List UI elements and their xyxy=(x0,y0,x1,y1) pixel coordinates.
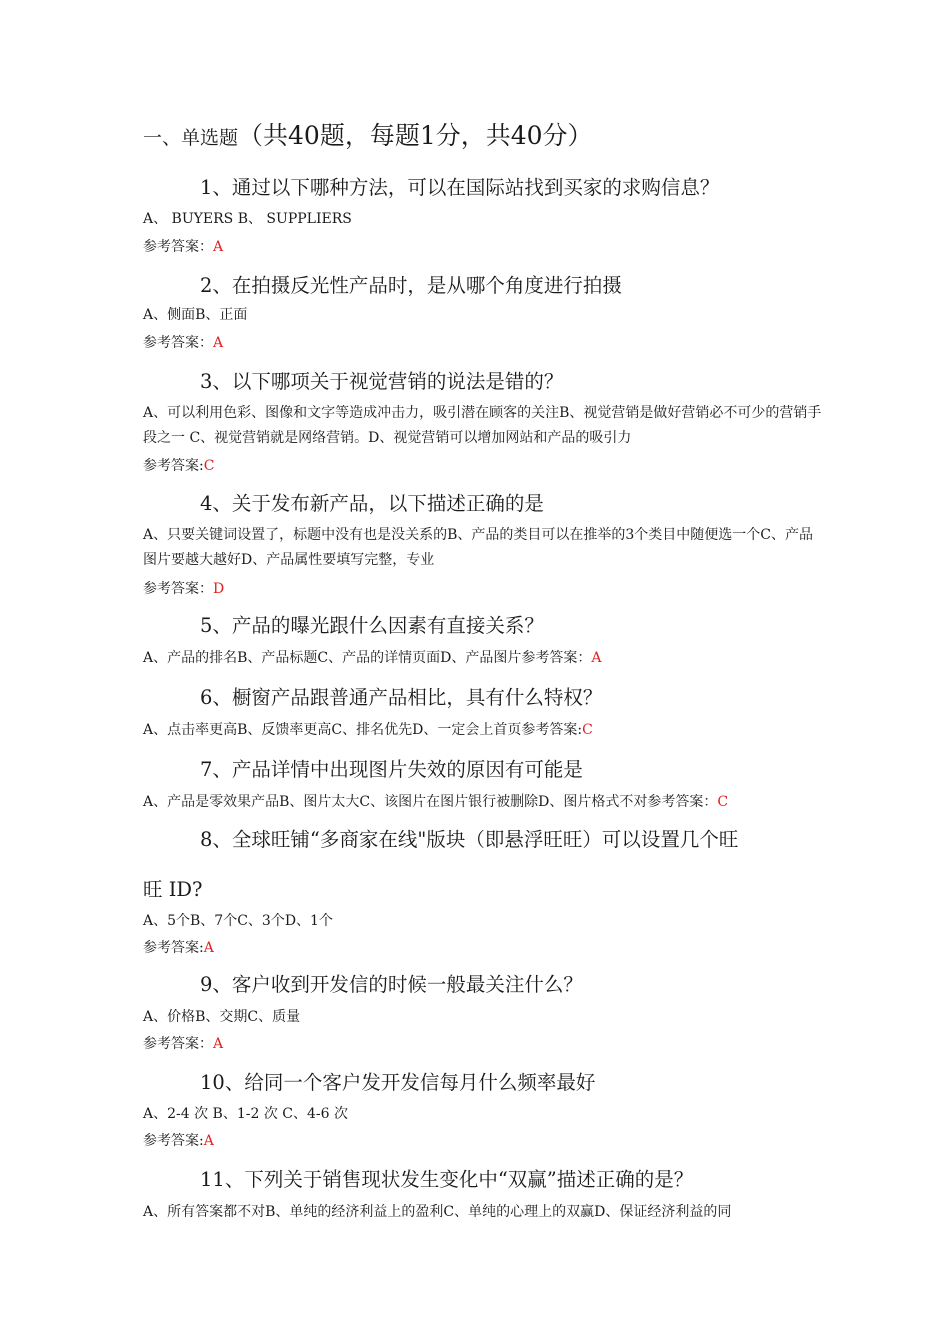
answer-line: 参考答案:C xyxy=(143,458,215,474)
answer-line: 参考答案：A xyxy=(143,239,224,255)
question-options: A、2-4 次 B、1-2 次 C、4-6 次 xyxy=(143,1106,348,1122)
question-options: A、点击率更高B、反馈率更高C、排名优先D、一定会上首页参考答案:C xyxy=(143,722,593,738)
answer-line: 参考答案:A xyxy=(143,1133,214,1149)
answer-line: 参考答案：A xyxy=(143,1036,224,1052)
answer-value: A xyxy=(203,1133,214,1149)
question-title: 11、下列关于销售现状发生变化中“双赢”描述正确的是？ xyxy=(200,1168,694,1191)
answer-value: A xyxy=(213,1036,224,1052)
question-options: A、产品是零效果产品B、图片太大C、该图片在图片银行被删除D、图片格式不对参考答案：C xyxy=(143,794,729,810)
answer-value: D xyxy=(213,581,225,597)
question-title: 5、产品的曝光跟什么因素有直接关系？ xyxy=(200,614,544,637)
question-title: 6、橱窗产品跟普通产品相比，具有什么特权？ xyxy=(200,686,603,709)
section-title: 一、单选题（共40题，每题1分，共40分） xyxy=(143,121,593,150)
question-options: A、侧面B、正面 xyxy=(143,307,248,323)
question-options: A、产品的排名B、产品标题C、产品的详情页面D、产品图片参考答案：A xyxy=(143,650,602,666)
question-options: A、可以利用色彩、图像和文字等造成冲击力，吸引潜在顾客的关注B、视觉营销是做好营销必不可少的营销手段之一 C、视觉营销就是网络营销。D、视觉营销可以增加网站和产品的吸引力 xyxy=(143,405,822,446)
answer-value: A xyxy=(203,940,214,956)
question-options: A、所有答案都不对B、单纯的经济利益上的盈利C、单纯的心理上的双赢D、保证经济利益的同 xyxy=(143,1204,732,1220)
question-options: A、 BUYERS B、 SUPPLIERS xyxy=(143,211,352,227)
answer-line: 参考答案：D xyxy=(143,581,225,597)
answer-value: C xyxy=(582,722,593,738)
answer-line: 参考答案：A xyxy=(143,335,224,351)
question-title: 8、全球旺铺“多商家在线"版块（即悬浮旺旺）可以设置几个旺 xyxy=(200,828,739,851)
question-title: 4、关于发布新产品，以下描述正确的是 xyxy=(200,492,544,515)
question-title: 9、客户收到开发信的时候一般最关注什么？ xyxy=(200,973,583,996)
question-title: 2、在拍摄反光性产品时，是从哪个角度进行拍摄 xyxy=(200,274,622,297)
question-options: A、价格B、交期C、质量 xyxy=(143,1009,301,1025)
question-options: A、5个B、7个C、3个D、1个 xyxy=(143,913,333,929)
question-options: A、只要关键词设置了，标题中没有也是没关系的B、产品的类目可以在推举的3个类目中随便选一个C、产品图片要越大越好D、产品属性要填写完整，专业 xyxy=(143,527,814,568)
answer-value: C xyxy=(203,458,215,474)
question-title-continuation: 旺 ID? xyxy=(143,878,203,901)
answer-value: A xyxy=(213,239,224,255)
question-title: 10、给同一个客户发开发信每月什么频率最好 xyxy=(200,1071,596,1094)
question-title: 3、以下哪项关于视觉营销的说法是错的？ xyxy=(200,370,564,393)
question-title: 7、产品详情中出现图片失效的原因有可能是 xyxy=(200,758,583,781)
question-title: 1、通过以下哪种方法，可以在国际站找到买家的求购信息？ xyxy=(200,176,720,199)
answer-line: 参考答案:A xyxy=(143,940,214,956)
answer-value: C xyxy=(717,794,729,810)
answer-value: A xyxy=(213,335,224,351)
answer-value: A xyxy=(591,650,602,666)
